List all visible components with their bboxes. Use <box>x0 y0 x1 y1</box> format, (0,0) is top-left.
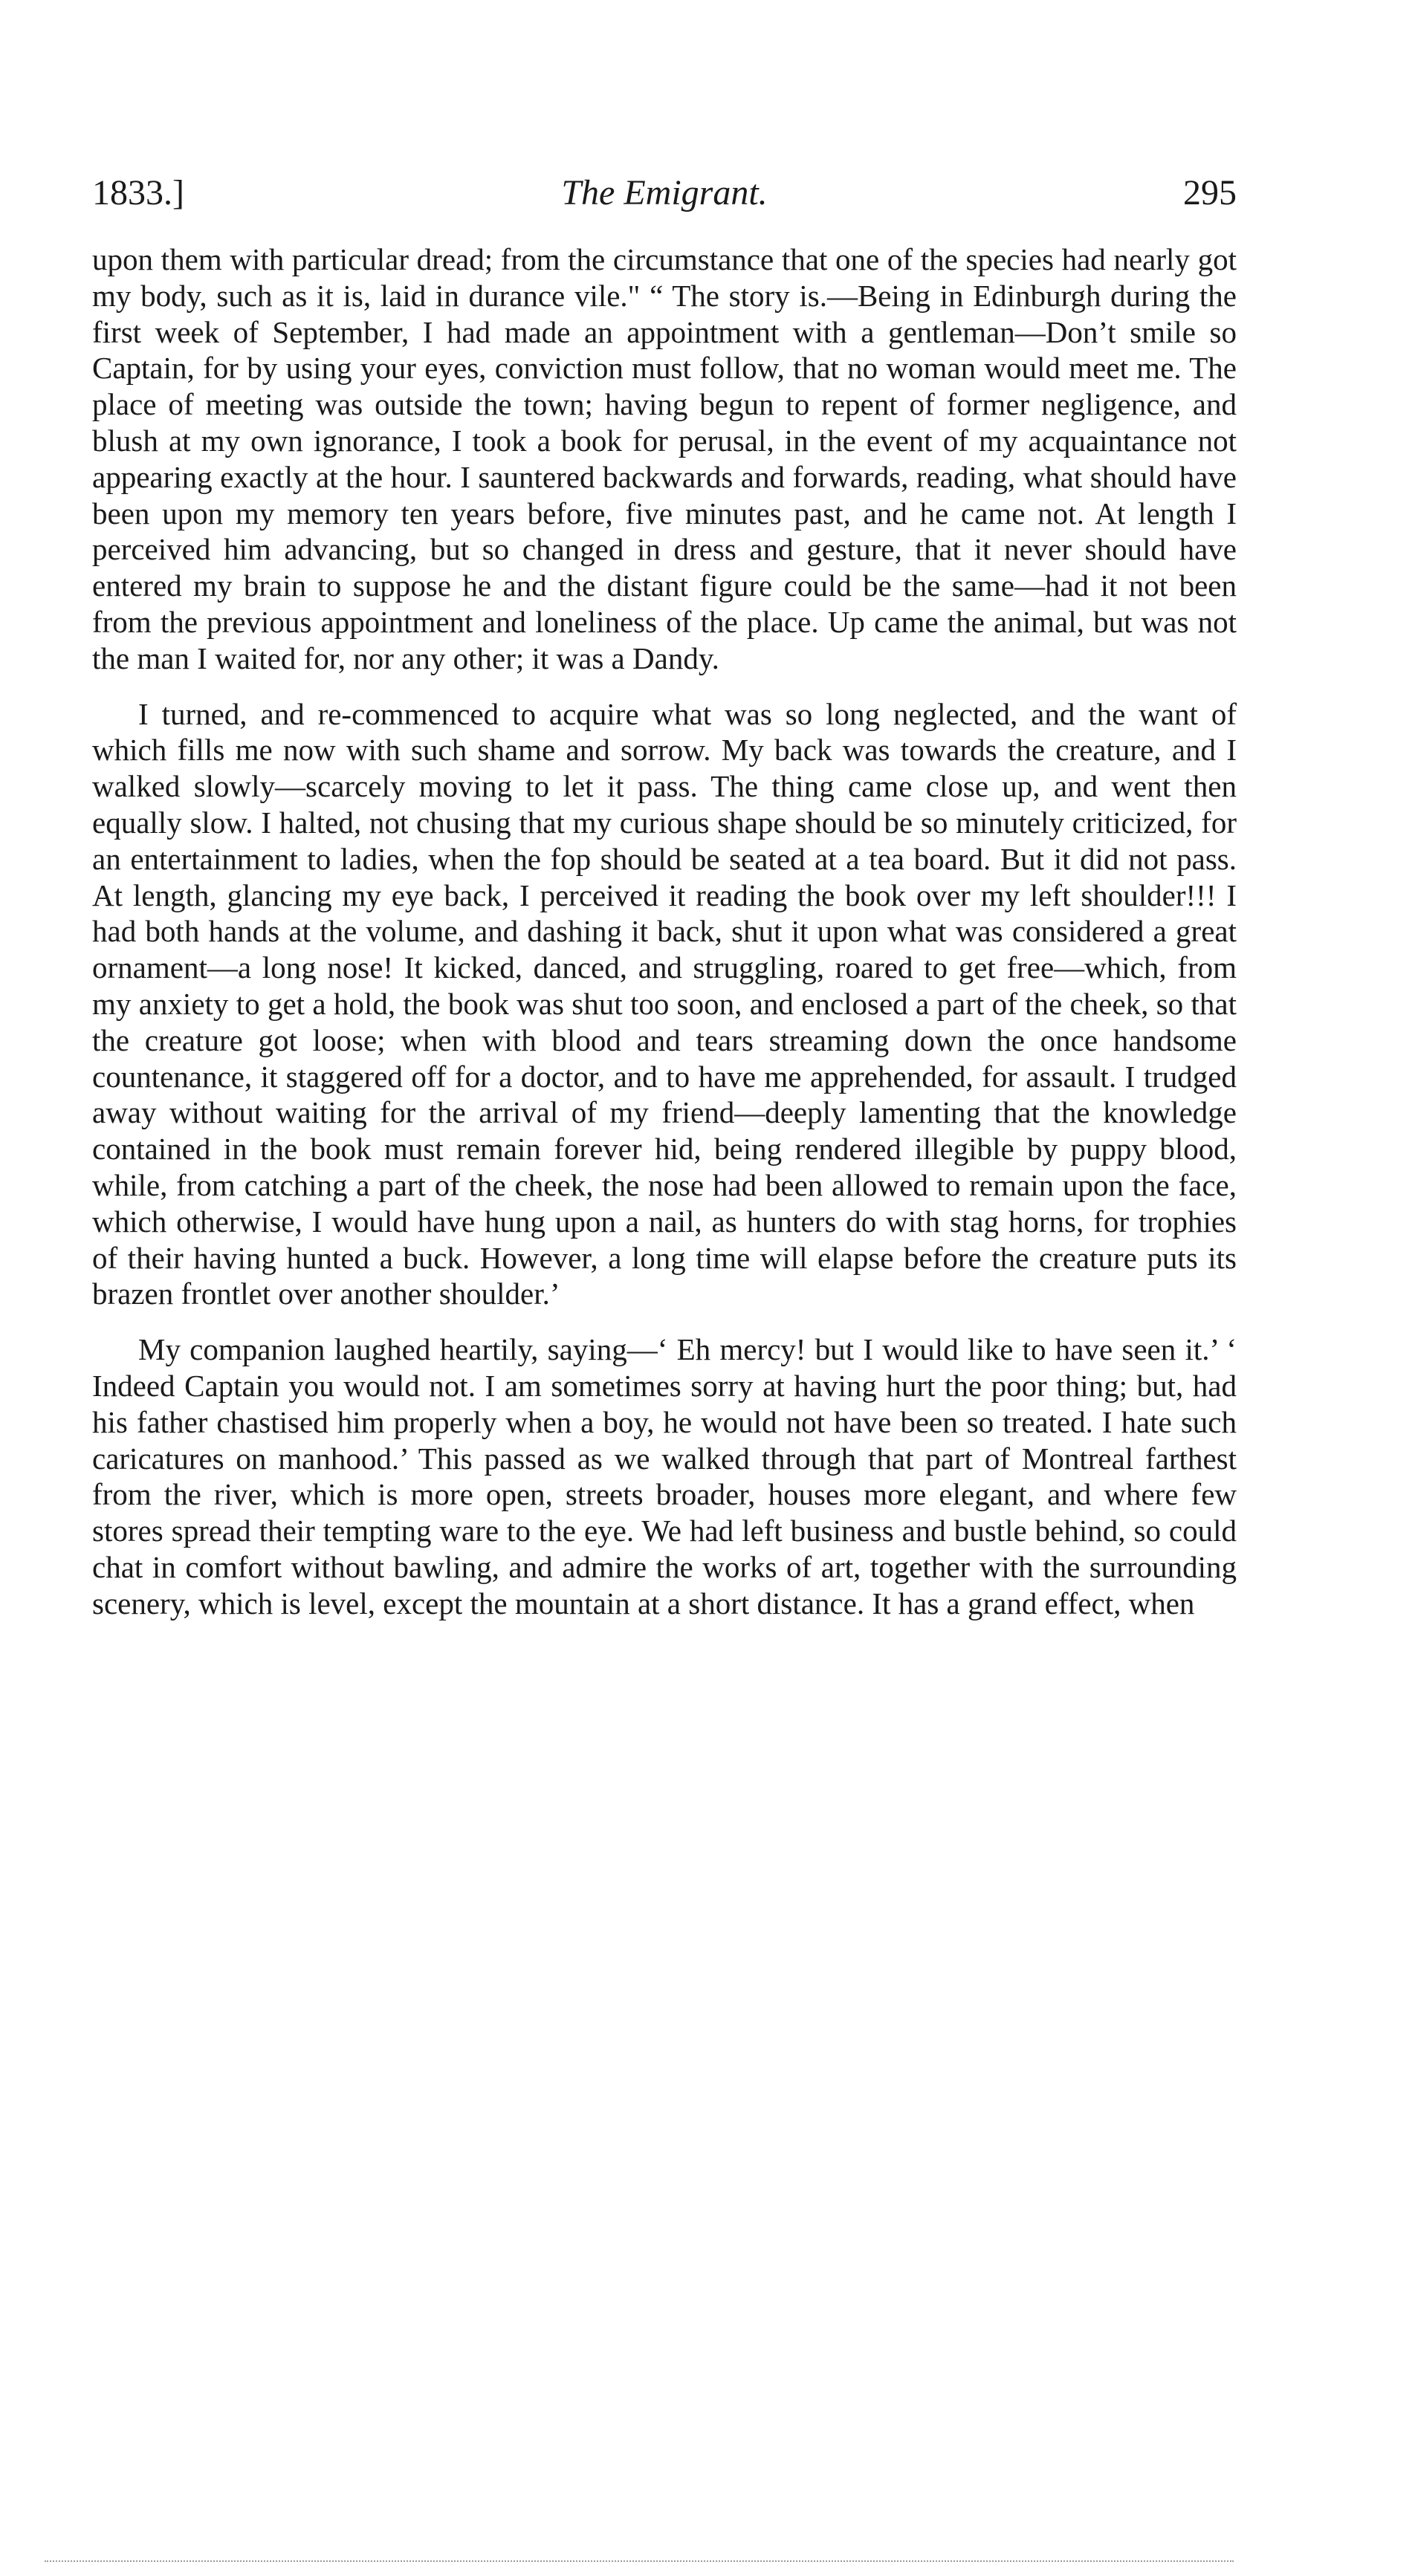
paragraph-2: I turned, and re-commenced to acquire what was so long neglected, and the want of which fills me now with such shame and sorrow. My back was towards the creature, and I walked slowly—scarcely moving to let it pass. The thing came close up, and went then equally slow. I halted, not chusing that my curious shape should be so minutely criticized, for an entertainment to ladies, when the fop should be seated at a tea board. But it did not pass. At length, glancing my eye back, I perceived it reading the book over my left shoulder!!! I had both hands at the volume, and dashing it back, shut it upon what was considered a great ornament—a long nose! It kicked, danced, and struggling, roared to get free—which, from my anxiety to get a hold, the book was shut too soon, and enclosed a part of the cheek, so that the creature got loose; when with blood and tears streaming down the once handsome countenance, it staggered off for a doctor, and to have me apprehended, for assault. I trudged away without waiting for the arrival of my friend—deeply lamenting that the knowledge contained in the book must remain forever hid, being rendered illegible by puppy blood, while, from catching a part of the cheek, the nose had been allowed to remain upon the face, which otherwise, I would have hung upon a nail, as hunters do with stag horns, for trophies of their having hunted a buck. However, a long time will elapse before the creature puts its brazen frontlet over another shoulder.’ <box>92 696 1237 1311</box>
bottom-edge-rule <box>45 2560 1234 2564</box>
header-year: 1833.] <box>92 173 184 212</box>
paragraph-3: My companion laughed heartily, saying—‘ Eh mercy! but I would like to have seen it.’ ‘ Indeed Captain you would not. I am sometimes sorry at having hurt the poor thing; but, had his father chastised him properly when a boy, he would not have been so treated. I hate such caricatures on manhood.’ This passed as we walked through that part of Montreal farthest from the river, which is more open, streets broader, houses more elegant, and where few stores spread their tempting ware to the eye. We had left business and bustle behind, so could chat in comfort without bawling, and admire the works of art, together with the surrounding scenery, which is level, except the mountain at a short distance. It has a grand effect, when <box>92 1332 1237 1620</box>
page-number: 295 <box>1183 173 1237 212</box>
running-header <box>92 167 1237 219</box>
header-title: The Emigrant. <box>561 173 768 212</box>
paragraph-1: upon them with particular dread; from the circumstance that one of the species had nearly got my body, such as it is, laid in durance vile." “ The story is.—Being in Edinburgh during the first week of September, I had made an appointment with a gentleman—Don’t smile so Captain, for by using your eyes, conviction must follow, that no woman would meet me. The place of meeting was outside the town; having begun to repent of former negligence, and blush at my own ignorance, I took a book for perusal, in the event of my acquaintance not appearing exactly at the hour. I sauntered backwards and forwards, reading, what should have been upon my memory ten years before, five minutes past, and he came not. At length I perceived him advancing, but so changed in dress and gesture, that it never should have entered my brain to suppose he and the distant figure could be the same—had it not been from the previous appointment and loneliness of the place. Up came the animal, but was not the man I waited for, nor any other; it was a Dandy. <box>92 242 1237 675</box>
body-text <box>92 241 1237 1621</box>
